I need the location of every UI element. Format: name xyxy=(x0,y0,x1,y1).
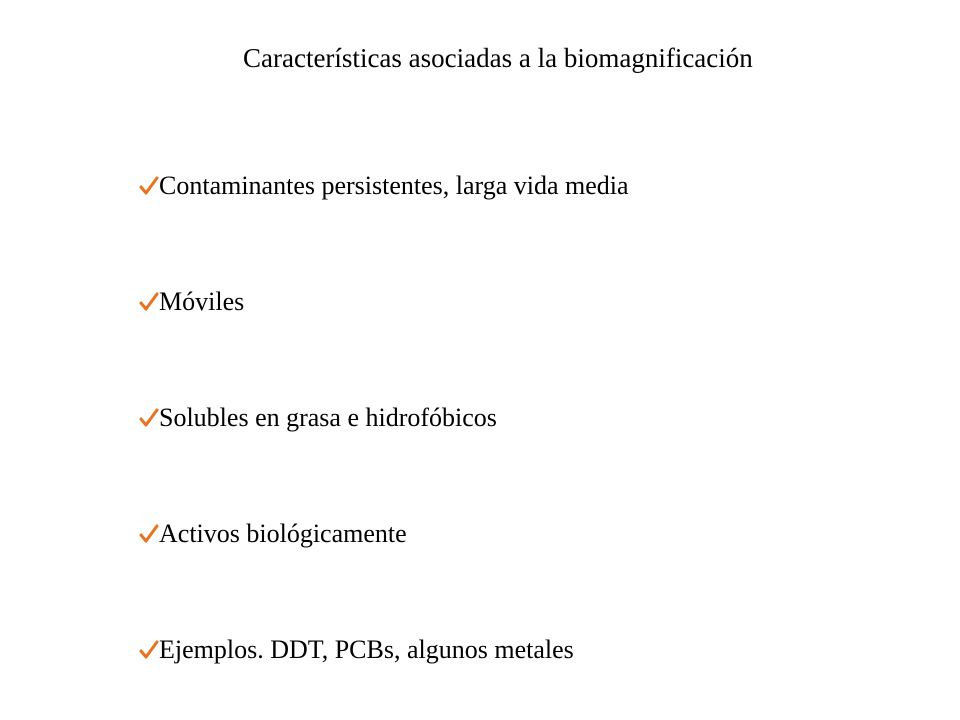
bullet-item xyxy=(139,168,629,204)
bullet-text: Activos biológicamente xyxy=(159,519,407,548)
bullet-text: Contaminantes persistentes, larga vida media xyxy=(159,171,629,200)
checkmark-icon xyxy=(139,639,159,661)
bullet-text: Móviles xyxy=(159,287,245,316)
checkmark-icon xyxy=(139,523,159,545)
bullet-item xyxy=(139,516,629,552)
checkmark-icon xyxy=(139,175,159,197)
bullet-item xyxy=(139,400,629,436)
bullet-text: Ejemplos. DDT, PCBs, algunos metales xyxy=(159,635,574,664)
bullet-item xyxy=(139,284,629,320)
checkmark-icon xyxy=(139,291,159,313)
bullet-list xyxy=(139,168,629,668)
bullet-text: Solubles en grasa e hidrofóbicos xyxy=(159,403,497,432)
slide-title: Características asociadas a la biomagnificación xyxy=(243,43,753,73)
bullet-item xyxy=(139,632,629,668)
checkmark-icon xyxy=(139,407,159,429)
